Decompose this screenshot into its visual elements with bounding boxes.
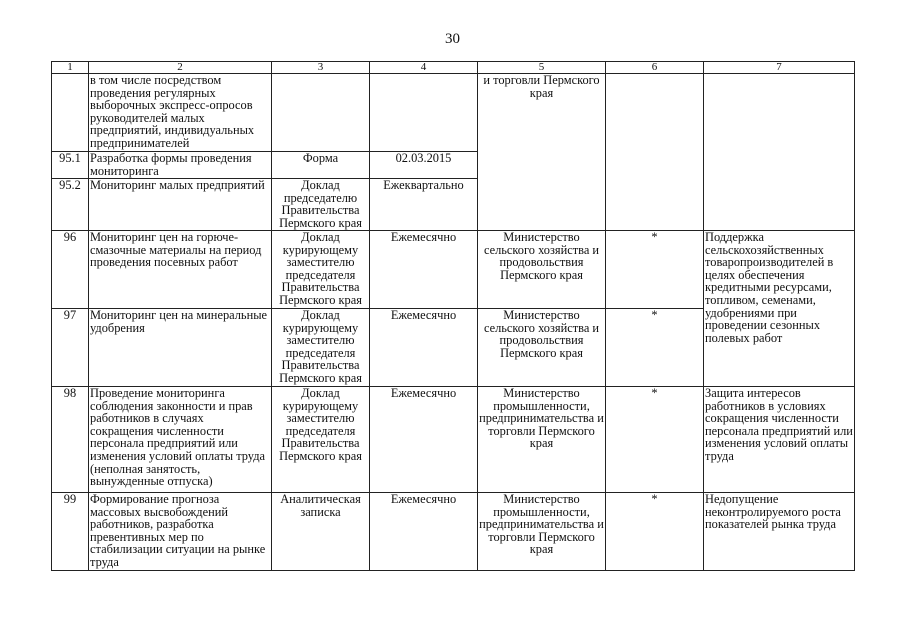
activity-cell: Проведение мониторинга соблюдения законности и прав работников в случаях сокращения численности персонала предприятий или изменения условий оплаты труда (неполная занятость, вынужденные отпуска) [89,387,272,493]
mark-cell: * [606,309,704,387]
document-cell: Доклад курирующему заместителю председателя Правительства Пермского края [272,309,370,387]
activity-cell: Мониторинг цен на минеральные удобрения [89,309,272,387]
term-cell: Ежеквартально [370,179,478,231]
column-header: 3 [272,62,370,74]
term-cell: 02.03.2015 [370,152,478,179]
mark-cell [606,74,704,231]
table-row [52,493,855,571]
activity-cell: Мониторинг цен на горюче-смазочные материалы на период проведения посевных работ [89,231,272,309]
table-row [52,387,855,493]
table-row [52,231,855,309]
term-cell: Ежемесячно [370,231,478,309]
column-header-row [52,62,855,74]
responsible-cell: Министерство промышленности, предпринимательства и торговли Пермского края [478,387,606,493]
goal-cell [704,74,855,231]
responsible-cell: и торговли Пермского края [478,74,606,231]
term-cell [370,74,478,152]
row-number: 95.2 [52,179,89,231]
activity-cell: Мониторинг малых предприятий [89,179,272,231]
row-number [52,74,89,152]
responsible-cell: Министерство сельского хозяйства и продовольствия Пермского края [478,309,606,387]
responsible-cell: Министерство сельского хозяйства и продовольствия Пермского края [478,231,606,309]
row-number: 98 [52,387,89,493]
term-cell: Ежемесячно [370,309,478,387]
column-header: 6 [606,62,704,74]
row-number: 99 [52,493,89,571]
row-number: 95.1 [52,152,89,179]
activity-cell: Формирование прогноза массовых высвобождений работников, разработка превентивных мер по стабилизации ситуации на рынке труда [89,493,272,571]
mark-cell: * [606,493,704,571]
document-cell: Доклад председателю Правительства Пермского края [272,179,370,231]
responsible-cell: Министерство промышленности, предпринимательства и торговли Пермского края [478,493,606,571]
goal-cell: Защита интересов работников в условиях сокращения численности персонала предприятий или изменения условий оплаты труда [704,387,855,493]
document-cell: Форма [272,152,370,179]
column-header: 5 [478,62,606,74]
term-cell: Ежемесячно [370,493,478,571]
column-header: 2 [89,62,272,74]
activity-cell: в том числе посредством проведения регулярных выборочных экспресс-опросов руководителей малых предприятий, индивидуальных предпринимателей [89,74,272,152]
row-number: 97 [52,309,89,387]
column-header: 7 [704,62,855,74]
mark-cell: * [606,231,704,309]
table-row [52,74,855,152]
page-number: 30 [445,31,460,47]
activity-cell: Разработка формы проведения мониторинга [89,152,272,179]
goal-cell: Поддержка сельскохозяйственных товаропроизводителей в целях обеспечения кредитными ресурсами, топливом, семенами, удобрениями при проведении сезонных полевых работ [704,231,855,387]
column-header: 4 [370,62,478,74]
document-cell: Аналитическая записка [272,493,370,571]
goal-cell: Недопущение неконтролируемого роста показателей рынка труда [704,493,855,571]
mark-cell: * [606,387,704,493]
term-cell: Ежемесячно [370,387,478,493]
row-number: 96 [52,231,89,309]
column-header: 1 [52,62,89,74]
document-cell: Доклад курирующему заместителю председателя Правительства Пермского края [272,231,370,309]
document-cell: Доклад курирующему заместителю председателя Правительства Пермского края [272,387,370,493]
document-cell [272,74,370,152]
plan-table [51,61,855,571]
